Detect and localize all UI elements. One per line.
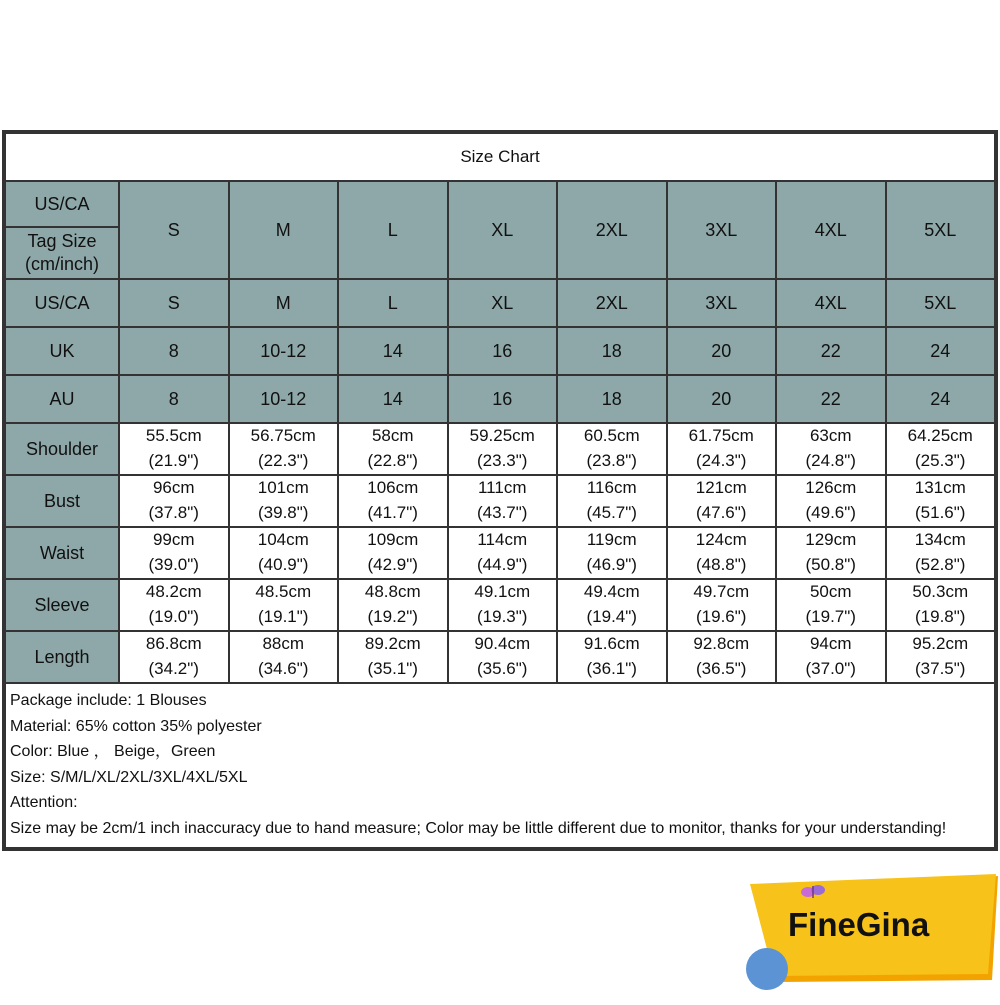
measurement-cell bbox=[229, 631, 339, 683]
measurement-cell bbox=[776, 475, 886, 527]
conversion-cell: M bbox=[229, 279, 339, 327]
measurement-cell bbox=[229, 423, 339, 475]
cm-value: 116cm bbox=[586, 478, 637, 498]
measurement-cell bbox=[448, 631, 558, 683]
measurement-cell bbox=[338, 527, 448, 579]
inch-value: (19.8") bbox=[915, 607, 966, 626]
inch-value: (44.9") bbox=[477, 555, 528, 574]
cm-value: 88cm bbox=[262, 634, 305, 654]
inch-value: (52.8") bbox=[915, 555, 966, 574]
cm-value: 50cm bbox=[809, 582, 852, 602]
inch-value: (19.3") bbox=[477, 607, 528, 626]
size-header: 3XL bbox=[667, 181, 777, 279]
inch-value: (50.8") bbox=[805, 555, 856, 574]
tag-size-line1: Tag Size bbox=[27, 230, 97, 251]
measurement-cell bbox=[448, 475, 558, 527]
cm-value: 96cm bbox=[152, 478, 195, 498]
measurement-cell bbox=[119, 579, 229, 631]
inch-value: (23.3") bbox=[477, 451, 528, 470]
inch-value: (34.2") bbox=[148, 659, 199, 678]
cm-value: 59.25cm bbox=[469, 426, 535, 446]
inch-value: (42.9") bbox=[367, 555, 418, 574]
inch-value: (24.3") bbox=[696, 451, 747, 470]
cm-value: 49.4cm bbox=[583, 582, 640, 602]
inch-value: (39.8") bbox=[258, 503, 309, 522]
color-note: Color: Blue ， Beige，Green bbox=[10, 743, 216, 760]
size-header: 2XL bbox=[557, 181, 667, 279]
cm-value: 119cm bbox=[586, 530, 637, 550]
conversion-cell: 14 bbox=[338, 327, 448, 375]
brand-badge-graphic bbox=[740, 870, 1000, 1000]
measurement-cell bbox=[119, 631, 229, 683]
inch-value: (22.8") bbox=[367, 451, 418, 470]
inch-value: (19.1") bbox=[258, 607, 309, 626]
conversion-cell: 4XL bbox=[776, 279, 886, 327]
measurement-cell bbox=[886, 579, 996, 631]
measurement-cell bbox=[667, 527, 777, 579]
conversion-cell: XL bbox=[448, 279, 558, 327]
blue-dot bbox=[746, 948, 788, 990]
conversion-cell: 8 bbox=[119, 327, 229, 375]
inch-value: (49.6") bbox=[805, 503, 856, 522]
size-header: 5XL bbox=[886, 181, 996, 279]
inch-value: (35.6") bbox=[477, 659, 528, 678]
cm-value: 134cm bbox=[914, 530, 966, 550]
product-notes bbox=[4, 684, 996, 849]
measurement-cell bbox=[557, 475, 667, 527]
measurement-cell bbox=[886, 475, 996, 527]
measurement-cell bbox=[338, 631, 448, 683]
conversion-cell: 18 bbox=[557, 327, 667, 375]
measurement-label: Bust bbox=[5, 475, 119, 527]
measurement-cell bbox=[667, 475, 777, 527]
size-header: M bbox=[229, 181, 339, 279]
conversion-cell: L bbox=[338, 279, 448, 327]
measurement-cell bbox=[886, 631, 996, 683]
measurement-cell bbox=[338, 475, 448, 527]
measurement-cell bbox=[776, 423, 886, 475]
measurement-cell bbox=[776, 527, 886, 579]
inch-value: (35.1") bbox=[367, 659, 418, 678]
inch-value: (39.0") bbox=[148, 555, 199, 574]
size-header: S bbox=[119, 181, 229, 279]
cm-value: 86.8cm bbox=[145, 634, 202, 654]
conversion-cell: 24 bbox=[886, 375, 996, 423]
conversion-cell: 22 bbox=[776, 375, 886, 423]
measurement-label: Waist bbox=[5, 527, 119, 579]
conversion-cell: 3XL bbox=[667, 279, 777, 327]
disclaimer-note: Size may be 2cm/1 inch inaccuracy due to hand measure; Color may be little different due to monitor, thanks for your understanding! bbox=[10, 819, 947, 837]
measurement-cell bbox=[776, 631, 886, 683]
conversion-cell: 2XL bbox=[557, 279, 667, 327]
cm-value: 55.5cm bbox=[145, 426, 202, 446]
size-chart bbox=[2, 130, 998, 851]
measurement-cell bbox=[667, 631, 777, 683]
header-label-us-ca: US/CA bbox=[5, 181, 119, 227]
inch-value: (36.1") bbox=[586, 659, 637, 678]
inch-value: (37.5") bbox=[915, 659, 966, 678]
inch-value: (47.6") bbox=[696, 503, 747, 522]
conversion-cell: 18 bbox=[557, 375, 667, 423]
measurement-cell bbox=[338, 579, 448, 631]
measurement-cell bbox=[667, 423, 777, 475]
cm-value: 48.8cm bbox=[364, 582, 421, 602]
measurement-label: Shoulder bbox=[5, 423, 119, 475]
inch-value: (21.9") bbox=[148, 451, 199, 470]
cm-value: 106cm bbox=[367, 478, 419, 498]
conversion-cell: 8 bbox=[119, 375, 229, 423]
cm-value: 99cm bbox=[152, 530, 195, 550]
cm-value: 63cm bbox=[809, 426, 852, 446]
measurement-cell bbox=[557, 579, 667, 631]
measurement-cell bbox=[119, 527, 229, 579]
conversion-cell: S bbox=[119, 279, 229, 327]
inch-value: (43.7") bbox=[477, 503, 528, 522]
measurement-cell bbox=[886, 527, 996, 579]
conversion-cell: 14 bbox=[338, 375, 448, 423]
cm-value: 109cm bbox=[367, 530, 419, 550]
size-header: XL bbox=[448, 181, 558, 279]
inch-value: (36.5") bbox=[696, 659, 747, 678]
measurement-cell bbox=[229, 579, 339, 631]
measurement-cell bbox=[776, 579, 886, 631]
tag-size-line2: (cm/inch) bbox=[24, 254, 99, 274]
conversion-cell: 10-12 bbox=[229, 375, 339, 423]
cm-value: 50.3cm bbox=[912, 582, 969, 602]
measurement-cell bbox=[338, 423, 448, 475]
cm-value: 114cm bbox=[477, 530, 528, 550]
conversion-cell: 16 bbox=[448, 327, 558, 375]
cm-value: 64.25cm bbox=[907, 426, 973, 446]
inch-value: (23.8") bbox=[586, 451, 637, 470]
cm-value: 48.2cm bbox=[145, 582, 202, 602]
header-label-tag-size bbox=[5, 227, 119, 279]
inch-value: (19.7") bbox=[805, 607, 856, 626]
inch-value: (48.8") bbox=[696, 555, 747, 574]
cm-value: 58cm bbox=[371, 426, 414, 446]
inch-value: (46.9") bbox=[586, 555, 637, 574]
measurement-cell bbox=[229, 527, 339, 579]
measurement-cell bbox=[448, 423, 558, 475]
cm-value: 126cm bbox=[805, 478, 857, 498]
cm-value: 101cm bbox=[257, 478, 309, 498]
measurement-cell bbox=[448, 527, 558, 579]
inch-value: (19.4") bbox=[586, 607, 637, 626]
row-label: US/CA bbox=[5, 279, 119, 327]
material-note: Material: 65% cotton 35% polyester bbox=[10, 717, 262, 735]
conversion-cell: 20 bbox=[667, 327, 777, 375]
cm-value: 49.1cm bbox=[474, 582, 531, 602]
measurement-cell bbox=[229, 475, 339, 527]
measurement-cell bbox=[557, 423, 667, 475]
cm-value: 111cm bbox=[477, 478, 527, 498]
cm-value: 94cm bbox=[809, 634, 852, 654]
cm-value: 124cm bbox=[695, 530, 747, 550]
cm-value: 131cm bbox=[914, 478, 966, 498]
cm-value: 48.5cm bbox=[255, 582, 312, 602]
conversion-cell: 16 bbox=[448, 375, 558, 423]
cm-value: 89.2cm bbox=[364, 634, 421, 654]
cm-value: 90.4cm bbox=[474, 634, 531, 654]
conversion-cell: 24 bbox=[886, 327, 996, 375]
conversion-cell: 22 bbox=[776, 327, 886, 375]
cm-value: 49.7cm bbox=[693, 582, 750, 602]
size-chart-table bbox=[4, 132, 996, 684]
inch-value: (19.2") bbox=[367, 607, 418, 626]
cm-value: 91.6cm bbox=[583, 634, 640, 654]
conversion-cell: 5XL bbox=[886, 279, 996, 327]
inch-value: (51.6") bbox=[915, 503, 966, 522]
chart-title: Size Chart bbox=[5, 133, 995, 181]
inch-value: (37.0") bbox=[805, 659, 856, 678]
brand-badge bbox=[740, 870, 1000, 1000]
inch-value: (41.7") bbox=[367, 503, 418, 522]
measurement-label: Length bbox=[5, 631, 119, 683]
measurement-cell bbox=[557, 527, 667, 579]
row-label: AU bbox=[5, 375, 119, 423]
measurement-cell bbox=[119, 423, 229, 475]
size-header: 4XL bbox=[776, 181, 886, 279]
cm-value: 104cm bbox=[257, 530, 309, 550]
size-note: Size: S/M/L/XL/2XL/3XL/4XL/5XL bbox=[10, 768, 248, 786]
inch-value: (45.7") bbox=[586, 503, 637, 522]
cm-value: 92.8cm bbox=[693, 634, 750, 654]
inch-value: (19.6") bbox=[696, 607, 747, 626]
inch-value: (22.3") bbox=[258, 451, 309, 470]
cm-value: 129cm bbox=[805, 530, 857, 550]
measurement-cell bbox=[557, 631, 667, 683]
brand-name: FineGina bbox=[788, 906, 930, 943]
inch-value: (37.8") bbox=[148, 503, 199, 522]
conversion-cell: 20 bbox=[667, 375, 777, 423]
package-note: Package include: 1 Blouses bbox=[10, 692, 207, 709]
cm-value: 60.5cm bbox=[583, 426, 640, 446]
measurement-cell bbox=[119, 475, 229, 527]
attention-note: Attention: bbox=[10, 794, 78, 811]
conversion-cell: 10-12 bbox=[229, 327, 339, 375]
cm-value: 95.2cm bbox=[912, 634, 969, 654]
measurement-cell bbox=[886, 423, 996, 475]
size-header: L bbox=[338, 181, 448, 279]
inch-value: (25.3") bbox=[915, 451, 966, 470]
cm-value: 61.75cm bbox=[688, 426, 754, 446]
cm-value: 121cm bbox=[695, 478, 747, 498]
inch-value: (24.8") bbox=[805, 451, 856, 470]
row-label: UK bbox=[5, 327, 119, 375]
measurement-label: Sleeve bbox=[5, 579, 119, 631]
measurement-cell bbox=[448, 579, 558, 631]
cm-value: 56.75cm bbox=[250, 426, 316, 446]
inch-value: (19.0") bbox=[148, 607, 199, 626]
inch-value: (40.9") bbox=[258, 555, 309, 574]
measurement-cell bbox=[667, 579, 777, 631]
inch-value: (34.6") bbox=[258, 659, 309, 678]
